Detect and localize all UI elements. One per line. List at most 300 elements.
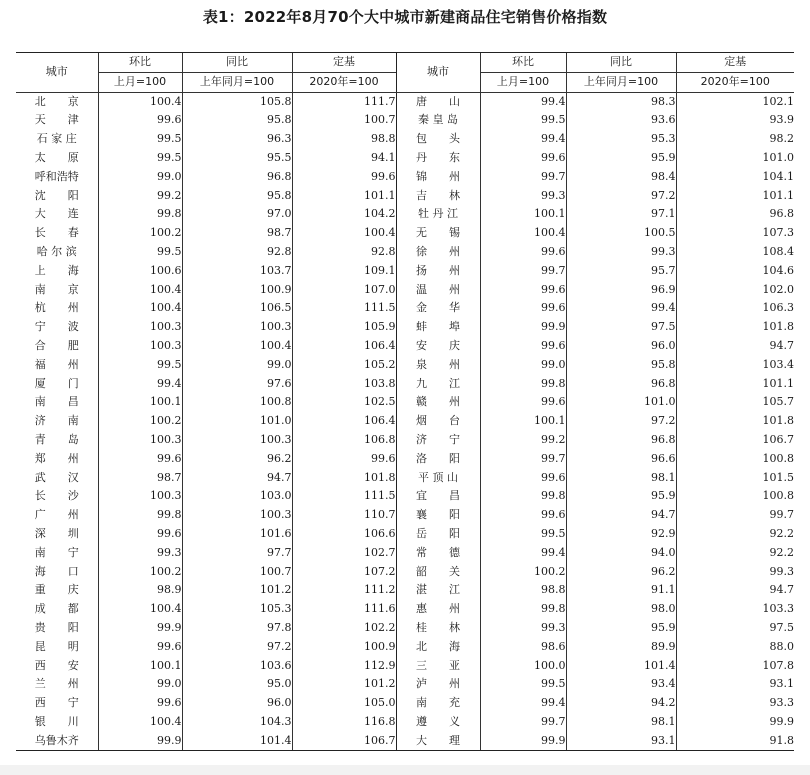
cell-left-city: 南 京 xyxy=(34,282,79,296)
cell-left-base: 105.0 xyxy=(292,694,396,713)
table-row xyxy=(16,187,794,206)
mom-sub-left: 上月=100 xyxy=(98,72,182,92)
cell-left-yoy: 96.3 xyxy=(182,130,292,149)
cell-left-mom: 99.9 xyxy=(98,732,182,751)
cell-right-city: 扬 州 xyxy=(396,262,480,281)
yoy-sub-right: 上年同月=100 xyxy=(566,72,676,92)
cell-right-yoy: 94.0 xyxy=(566,544,676,563)
cell-right-yoy: 93.4 xyxy=(566,675,676,694)
cell-right-yoy: 97.1 xyxy=(566,205,676,224)
cell-right-base: 88.0 xyxy=(676,638,794,657)
cell-left-base: 106.4 xyxy=(292,412,396,431)
cell-left-base: 105.9 xyxy=(292,318,396,337)
cell-left-city: 沈 阳 xyxy=(34,188,79,202)
cell-left-mom: 100.1 xyxy=(98,393,182,412)
cell-left-base: 100.7 xyxy=(292,111,396,130)
cell-left-yoy: 100.8 xyxy=(182,393,292,412)
base-header-right: 定基 xyxy=(676,53,794,73)
yoy-header-right: 同比 xyxy=(566,53,676,73)
table-row xyxy=(16,638,794,657)
cell-right-city: 泸 州 xyxy=(396,675,480,694)
cell-right-yoy: 93.6 xyxy=(566,111,676,130)
table-row xyxy=(16,393,794,412)
cell-right-yoy: 95.7 xyxy=(566,262,676,281)
table-row xyxy=(16,675,794,694)
cell-left-city: 北 京 xyxy=(34,94,79,108)
cell-left-mom: 99.6 xyxy=(98,694,182,713)
cell-left-base: 110.7 xyxy=(292,506,396,525)
cell-right-yoy: 101.0 xyxy=(566,393,676,412)
cell-left-city: 成 都 xyxy=(34,602,79,616)
cell-left-mom: 100.3 xyxy=(98,431,182,450)
cell-left-yoy: 105.8 xyxy=(182,92,292,111)
cell-right-city: 韶 关 xyxy=(396,563,480,582)
cell-left-mom: 100.4 xyxy=(98,713,182,732)
table-row xyxy=(16,262,794,281)
cell-left-mom: 100.2 xyxy=(98,224,182,243)
cell-left-mom: 99.0 xyxy=(98,168,182,187)
city-header-left: 城市 xyxy=(16,53,98,93)
cell-left-yoy: 95.8 xyxy=(182,111,292,130)
cell-right-yoy: 94.7 xyxy=(566,506,676,525)
cell-left-yoy: 96.8 xyxy=(182,168,292,187)
cell-right-yoy: 96.9 xyxy=(566,281,676,300)
cell-right-yoy: 96.0 xyxy=(566,337,676,356)
cell-right-base: 93.3 xyxy=(676,694,794,713)
cell-left-yoy: 101.4 xyxy=(182,732,292,751)
cell-right-base: 101.1 xyxy=(676,187,794,206)
cell-right-mom: 99.4 xyxy=(480,544,566,563)
table-row xyxy=(16,600,794,619)
cell-right-city: 九 江 xyxy=(396,375,480,394)
cell-left-yoy: 104.3 xyxy=(182,713,292,732)
cell-left-yoy: 100.4 xyxy=(182,337,292,356)
cell-left-city: 厦 门 xyxy=(34,376,79,390)
cell-left-mom: 100.2 xyxy=(98,412,182,431)
cell-left-city: 合 肥 xyxy=(34,338,79,352)
cell-right-yoy: 98.4 xyxy=(566,168,676,187)
cell-right-yoy: 101.4 xyxy=(566,657,676,676)
cell-right-mom: 98.8 xyxy=(480,581,566,600)
cell-right-base: 93.9 xyxy=(676,111,794,130)
cell-right-yoy: 95.9 xyxy=(566,619,676,638)
cell-left-mom: 99.6 xyxy=(98,450,182,469)
cell-left-yoy: 106.5 xyxy=(182,299,292,318)
cell-left-base: 102.7 xyxy=(292,544,396,563)
cell-right-base: 103.3 xyxy=(676,600,794,619)
cell-right-yoy: 98.3 xyxy=(566,92,676,111)
cell-right-city: 烟 台 xyxy=(396,412,480,431)
cell-right-city: 安 庆 xyxy=(396,337,480,356)
cell-left-city: 长 沙 xyxy=(34,489,79,503)
cell-left-mom: 99.6 xyxy=(98,525,182,544)
cell-right-base: 94.7 xyxy=(676,581,794,600)
cell-right-base: 101.8 xyxy=(676,412,794,431)
cell-right-city: 蚌 埠 xyxy=(396,318,480,337)
cell-right-mom: 99.5 xyxy=(480,525,566,544)
cell-left-base: 111.5 xyxy=(292,487,396,506)
cell-left-yoy: 97.8 xyxy=(182,619,292,638)
yoy-sub-left: 上年同月=100 xyxy=(182,72,292,92)
cell-right-yoy: 92.9 xyxy=(566,525,676,544)
cell-right-city: 宜 昌 xyxy=(396,487,480,506)
cell-right-mom: 99.6 xyxy=(480,469,566,488)
cell-right-mom: 99.8 xyxy=(480,375,566,394)
cell-right-base: 108.4 xyxy=(676,243,794,262)
cell-right-yoy: 89.9 xyxy=(566,638,676,657)
cell-right-city: 唐 山 xyxy=(396,92,480,111)
cell-right-yoy: 96.8 xyxy=(566,431,676,450)
base-sub-right: 2020年=100 xyxy=(676,72,794,92)
cell-left-mom: 100.4 xyxy=(98,281,182,300)
cell-left-base: 101.2 xyxy=(292,675,396,694)
cell-right-mom: 99.0 xyxy=(480,356,566,375)
cell-left-city: 银 川 xyxy=(34,714,79,728)
cell-left-city: 昆 明 xyxy=(34,639,79,653)
table-row xyxy=(16,581,794,600)
table-row xyxy=(16,713,794,732)
table-row xyxy=(16,281,794,300)
cell-left-yoy: 97.2 xyxy=(182,638,292,657)
cell-left-base: 107.0 xyxy=(292,281,396,300)
cell-left-city: 呼和浩特 xyxy=(34,169,79,183)
cell-right-city: 锦 州 xyxy=(396,168,480,187)
bottom-edge xyxy=(0,765,810,775)
cell-right-base: 93.1 xyxy=(676,675,794,694)
cell-right-base: 104.6 xyxy=(676,262,794,281)
cell-right-yoy: 97.2 xyxy=(566,187,676,206)
cell-right-mom: 99.7 xyxy=(480,262,566,281)
cell-left-base: 104.2 xyxy=(292,205,396,224)
cell-right-base: 102.1 xyxy=(676,92,794,111)
cell-right-city: 洛 阳 xyxy=(396,450,480,469)
cell-right-mom: 99.3 xyxy=(480,187,566,206)
cell-left-base: 109.1 xyxy=(292,262,396,281)
cell-right-yoy: 91.1 xyxy=(566,581,676,600)
cell-left-base: 99.6 xyxy=(292,168,396,187)
cell-right-city: 岳 阳 xyxy=(396,525,480,544)
cell-left-city: 南 宁 xyxy=(34,545,79,559)
cell-right-base: 99.9 xyxy=(676,713,794,732)
cell-right-yoy: 99.4 xyxy=(566,299,676,318)
cell-left-base: 107.2 xyxy=(292,563,396,582)
cell-right-mom: 99.8 xyxy=(480,487,566,506)
cell-right-city: 惠 州 xyxy=(396,600,480,619)
cell-left-mom: 99.0 xyxy=(98,675,182,694)
cell-left-city: 石 家 庄 xyxy=(36,132,77,146)
cell-right-mom: 100.1 xyxy=(480,412,566,431)
table-title: 表1：2022年8月70个大中城市新建商品住宅销售价格指数 xyxy=(202,8,608,26)
cell-left-mom: 99.6 xyxy=(98,638,182,657)
cell-left-city: 海 口 xyxy=(34,564,79,578)
table-row xyxy=(16,563,794,582)
cell-right-mom: 99.6 xyxy=(480,299,566,318)
cell-right-mom: 98.6 xyxy=(480,638,566,657)
cell-right-mom: 99.4 xyxy=(480,92,566,111)
cell-left-city: 哈 尔 滨 xyxy=(36,244,77,258)
cell-right-city: 襄 阳 xyxy=(396,506,480,525)
cell-right-base: 101.0 xyxy=(676,149,794,168)
cell-left-mom: 100.3 xyxy=(98,318,182,337)
cell-left-city: 天 津 xyxy=(34,113,79,127)
cell-left-base: 98.8 xyxy=(292,130,396,149)
cell-right-mom: 100.1 xyxy=(480,205,566,224)
cell-left-yoy: 101.2 xyxy=(182,581,292,600)
cell-left-city: 重 庆 xyxy=(34,583,79,597)
cell-right-mom: 100.4 xyxy=(480,224,566,243)
cell-right-city: 金 华 xyxy=(396,299,480,318)
cell-left-yoy: 92.8 xyxy=(182,243,292,262)
table-row xyxy=(16,732,794,751)
cell-right-yoy: 95.9 xyxy=(566,149,676,168)
cell-right-yoy: 95.9 xyxy=(566,487,676,506)
cell-left-mom: 99.3 xyxy=(98,544,182,563)
cell-right-city: 温 州 xyxy=(396,281,480,300)
cell-right-base: 104.1 xyxy=(676,168,794,187)
cell-right-yoy: 94.2 xyxy=(566,694,676,713)
cell-right-city: 湛 江 xyxy=(396,581,480,600)
table-row xyxy=(16,544,794,563)
cell-left-mom: 99.8 xyxy=(98,506,182,525)
cell-right-city: 牡 丹 江 xyxy=(396,205,480,224)
cell-left-base: 106.6 xyxy=(292,525,396,544)
cell-right-mom: 99.6 xyxy=(480,393,566,412)
table-row xyxy=(16,92,794,111)
cell-left-city: 长 春 xyxy=(34,226,79,240)
cell-left-yoy: 95.5 xyxy=(182,149,292,168)
cell-right-base: 102.0 xyxy=(676,281,794,300)
cell-left-base: 106.8 xyxy=(292,431,396,450)
cell-right-base: 100.8 xyxy=(676,450,794,469)
cell-right-city: 遵 义 xyxy=(396,713,480,732)
table-row xyxy=(16,469,794,488)
cell-left-base: 103.8 xyxy=(292,375,396,394)
cell-right-city: 秦 皇 岛 xyxy=(396,111,480,130)
table-row xyxy=(16,318,794,337)
cell-right-mom: 99.7 xyxy=(480,450,566,469)
table-row xyxy=(16,337,794,356)
cell-left-base: 111.6 xyxy=(292,600,396,619)
cell-left-city: 郑 州 xyxy=(34,451,79,465)
cell-right-base: 99.7 xyxy=(676,506,794,525)
cell-right-mom: 99.6 xyxy=(480,149,566,168)
cell-left-mom: 100.6 xyxy=(98,262,182,281)
cell-left-mom: 100.3 xyxy=(98,337,182,356)
cell-right-base: 98.2 xyxy=(676,130,794,149)
cell-left-base: 111.7 xyxy=(292,92,396,111)
cell-left-city: 乌鲁木齐 xyxy=(16,732,98,751)
header-row-top xyxy=(16,53,794,73)
cell-right-yoy: 93.1 xyxy=(566,732,676,751)
cell-right-yoy: 95.8 xyxy=(566,356,676,375)
cell-right-city: 三 亚 xyxy=(396,657,480,676)
table-row xyxy=(16,450,794,469)
cell-left-base: 92.8 xyxy=(292,243,396,262)
cell-left-city: 青 岛 xyxy=(34,432,79,446)
cell-right-city: 桂 林 xyxy=(396,619,480,638)
table-row xyxy=(16,205,794,224)
table-row xyxy=(16,243,794,262)
cell-right-base: 91.8 xyxy=(676,732,794,751)
cell-left-yoy: 97.0 xyxy=(182,205,292,224)
table-row xyxy=(16,149,794,168)
cell-left-yoy: 103.0 xyxy=(182,487,292,506)
table-row xyxy=(16,299,794,318)
cell-left-city: 南 昌 xyxy=(34,395,79,409)
cell-left-city: 兰 州 xyxy=(34,677,79,691)
cell-right-base: 107.3 xyxy=(676,224,794,243)
cell-left-base: 101.1 xyxy=(292,187,396,206)
cell-left-city: 贵 阳 xyxy=(34,620,79,634)
cell-left-mom: 100.4 xyxy=(98,600,182,619)
cell-left-mom: 100.4 xyxy=(98,299,182,318)
cell-left-mom: 99.2 xyxy=(98,187,182,206)
cell-left-yoy: 100.3 xyxy=(182,506,292,525)
cell-right-base: 94.7 xyxy=(676,337,794,356)
cell-left-city: 济 南 xyxy=(34,414,79,428)
table-row xyxy=(16,431,794,450)
cell-right-mom: 99.4 xyxy=(480,130,566,149)
cell-left-base: 94.1 xyxy=(292,149,396,168)
table-row xyxy=(16,356,794,375)
cell-right-base: 100.8 xyxy=(676,487,794,506)
cell-left-mom: 99.5 xyxy=(98,130,182,149)
cell-right-yoy: 98.0 xyxy=(566,600,676,619)
cell-left-mom: 99.4 xyxy=(98,375,182,394)
cell-right-city: 无 锡 xyxy=(396,224,480,243)
cell-left-yoy: 98.7 xyxy=(182,224,292,243)
cell-right-city: 包 头 xyxy=(396,130,480,149)
cell-left-yoy: 96.0 xyxy=(182,694,292,713)
cell-right-mom: 99.6 xyxy=(480,506,566,525)
table-row xyxy=(16,130,794,149)
cell-right-city: 泉 州 xyxy=(396,356,480,375)
cell-left-yoy: 100.3 xyxy=(182,431,292,450)
cell-left-mom: 100.3 xyxy=(98,487,182,506)
table-row xyxy=(16,694,794,713)
cell-right-mom: 99.9 xyxy=(480,318,566,337)
cell-right-base: 107.8 xyxy=(676,657,794,676)
cell-left-city: 杭 州 xyxy=(34,301,79,315)
cell-left-city: 上 海 xyxy=(34,263,79,277)
cell-left-city: 深 圳 xyxy=(34,526,79,540)
cell-right-city: 赣 州 xyxy=(396,393,480,412)
cell-right-yoy: 96.6 xyxy=(566,450,676,469)
cell-right-mom: 99.5 xyxy=(480,675,566,694)
cell-right-city: 丹 东 xyxy=(396,149,480,168)
cell-right-base: 106.7 xyxy=(676,431,794,450)
cell-left-mom: 99.9 xyxy=(98,619,182,638)
cell-right-mom: 99.6 xyxy=(480,281,566,300)
cell-right-mom: 99.9 xyxy=(480,732,566,751)
cell-left-yoy: 105.3 xyxy=(182,600,292,619)
cell-left-base: 111.2 xyxy=(292,581,396,600)
cell-left-city: 广 州 xyxy=(34,508,79,522)
cell-right-base: 101.8 xyxy=(676,318,794,337)
cell-right-base: 105.7 xyxy=(676,393,794,412)
cell-right-city: 南 充 xyxy=(396,694,480,713)
table-row xyxy=(16,487,794,506)
cell-right-mom: 99.5 xyxy=(480,111,566,130)
cell-right-base: 101.5 xyxy=(676,469,794,488)
price-index-table xyxy=(16,52,794,751)
cell-right-yoy: 98.1 xyxy=(566,469,676,488)
cell-left-yoy: 103.7 xyxy=(182,262,292,281)
cell-left-city: 太 原 xyxy=(34,150,79,164)
cell-left-city: 武 汉 xyxy=(34,470,79,484)
cell-right-mom: 99.7 xyxy=(480,713,566,732)
cell-left-yoy: 97.6 xyxy=(182,375,292,394)
cell-right-mom: 99.4 xyxy=(480,694,566,713)
cell-right-base: 96.8 xyxy=(676,205,794,224)
cell-left-yoy: 95.0 xyxy=(182,675,292,694)
cell-left-city: 宁 波 xyxy=(34,320,79,334)
cell-right-mom: 99.6 xyxy=(480,243,566,262)
cell-left-mom: 99.6 xyxy=(98,111,182,130)
mom-header-right: 环比 xyxy=(480,53,566,73)
table-row xyxy=(16,506,794,525)
cell-left-mom: 100.4 xyxy=(98,92,182,111)
cell-right-base: 99.3 xyxy=(676,563,794,582)
cell-left-mom: 99.5 xyxy=(98,243,182,262)
cell-left-mom: 100.2 xyxy=(98,563,182,582)
cell-left-base: 116.8 xyxy=(292,713,396,732)
cell-left-yoy: 99.0 xyxy=(182,356,292,375)
cell-left-yoy: 96.2 xyxy=(182,450,292,469)
cell-left-city: 西 安 xyxy=(34,658,79,672)
cell-right-yoy: 96.8 xyxy=(566,375,676,394)
cell-left-yoy: 101.0 xyxy=(182,412,292,431)
cell-left-base: 112.9 xyxy=(292,657,396,676)
cell-right-base: 103.4 xyxy=(676,356,794,375)
cell-right-city: 大 理 xyxy=(396,732,480,751)
cell-right-base: 92.2 xyxy=(676,544,794,563)
cell-left-mom: 99.5 xyxy=(98,356,182,375)
cell-right-mom: 100.0 xyxy=(480,657,566,676)
cell-right-yoy: 97.5 xyxy=(566,318,676,337)
table-row xyxy=(16,657,794,676)
cell-right-mom: 99.7 xyxy=(480,168,566,187)
cell-left-city: 大 连 xyxy=(34,207,79,221)
table-row xyxy=(16,525,794,544)
cell-right-yoy: 99.3 xyxy=(566,243,676,262)
cell-left-mom: 98.9 xyxy=(98,581,182,600)
cell-left-base: 102.2 xyxy=(292,619,396,638)
cell-right-city: 济 宁 xyxy=(396,431,480,450)
cell-right-yoy: 96.2 xyxy=(566,563,676,582)
cell-left-mom: 98.7 xyxy=(98,469,182,488)
cell-right-city: 北 海 xyxy=(396,638,480,657)
cell-right-city: 徐 州 xyxy=(396,243,480,262)
cell-right-city: 吉 林 xyxy=(396,187,480,206)
cell-right-yoy: 100.5 xyxy=(566,224,676,243)
cell-right-base: 97.5 xyxy=(676,619,794,638)
table-row xyxy=(16,619,794,638)
yoy-header-left: 同比 xyxy=(182,53,292,73)
cell-right-mom: 99.3 xyxy=(480,619,566,638)
cell-left-base: 106.7 xyxy=(292,732,396,751)
table-row xyxy=(16,375,794,394)
cell-left-base: 102.5 xyxy=(292,393,396,412)
city-header-right: 城市 xyxy=(396,53,480,93)
cell-right-base: 92.2 xyxy=(676,525,794,544)
table-row xyxy=(16,111,794,130)
cell-left-yoy: 97.7 xyxy=(182,544,292,563)
cell-left-base: 100.9 xyxy=(292,638,396,657)
cell-left-base: 101.8 xyxy=(292,469,396,488)
cell-left-city: 西 宁 xyxy=(34,696,79,710)
cell-right-city: 平 顶 山 xyxy=(396,469,480,488)
